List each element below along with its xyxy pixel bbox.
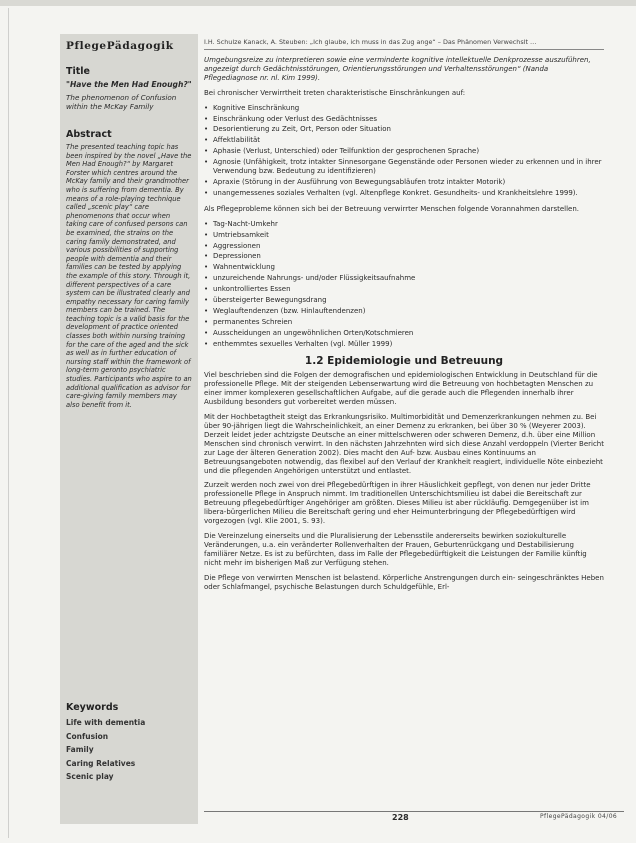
body-paragraph: Zurzeit werden noch zwei von drei Pflegebedürftigen in ihrer Häuslichkeit gepflegt, von denen nur jeder Dritte professionelle Pflege in Anspruch nimmt. Im traditionellen Unterschichtsmilieu ist dabei die Bereitschaft zur Betreuung pflegebedürftiger Angehöriger am größten. Dieses Milieu ist aber rückläufig. Demgegenüber ist im libera-bürgerlichen Milieu die Bereitschaft gering und eher Heimunterbringung der Pflegebedürftigen wird vorgezogen (vgl. Klie 2001, S. 93). — [204, 481, 591, 526]
list-item: • Aphasie (Verlust, Unterschied) oder Teilfunktion der gesprochenen Sprache) — [204, 147, 604, 156]
footer-rule — [204, 811, 624, 812]
section-heading: 1.2 Epidemiologie und Betreuung — [304, 354, 504, 367]
list-item: • Affektlabilität — [204, 136, 604, 145]
list-item: • Einschränkung oder Verlust des Gedächtnisses — [204, 115, 604, 124]
footer-journal: PflegePädagogik 04/06 — [540, 813, 618, 820]
body-paragraph: Viel beschrieben sind die Folgen der demografischen und epidemiologischen Entwicklung in Deutschland für die professionelle Pflege. Mit der steigenden Lebenserwartung wird die Betreuung von hochbetagten Menschen zu einer immer komplexeren gesellschaftlichen Aufgabe, auf die gerade auch die Pflegenden innerhalb ihrer Ausbildung besonders gut vorbereitet werden müssen. — [204, 371, 598, 407]
problems-list — [204, 220, 604, 349]
keyword-item: Confusion — [66, 731, 109, 741]
abstract-heading: Abstract — [66, 129, 112, 140]
running-header: I.H. Schulze Kanack, A. Steuben: „Ich glaube, ich muss in das Zug ange“ – Das Phänomen Verwechslt … — [204, 38, 604, 50]
list-item: • Weglauftendenzen (bzw. Hinlauftendenzen) — [204, 307, 604, 316]
keywords-block — [66, 702, 192, 784]
list-item: • übersteigerter Bewegungsdrang — [204, 296, 604, 305]
journal-title: PflegePädagogik — [66, 40, 174, 52]
keyword-item: Family — [66, 745, 94, 754]
list-item: • Desorientierung zu Zeit, Ort, Person oder Situation — [204, 125, 604, 134]
list-item: • Depressionen — [204, 252, 604, 261]
body-paragraph: Mit der Hochbetagtheit steigt das Erkrankungsrisiko. Multimorbidität und Demenzerkrankungen nehmen zu. Bei über 90-jährigen liegt die Wahrscheinlichkeit, an einer Demenz zu erkranken, bei über 30 % (Weyerer 2003). Derzeit leidet jeder achtzigste Deutsche an einer mittelschweren oder schweren Demenz, d.h. über eine Million Menschen sind chronisch verwirrt. In den nächsten Jahrzehnten wird sich diese Anzahl verdoppeln (Vierter Bericht zur Lage der älteren Generation 2002). Dies macht den Auf- bzw. Ausbau eines Kontinuums an Betreuungsangeboten notwendig, das flexibel auf den Verlauf der Krankheit reagiert, individuelle Nöte einbezieht und die pflegenden Angehörigen unterstützt und entlastet. — [204, 413, 604, 475]
list-item: • Kognitive Einschränkung — [204, 104, 604, 113]
scan-left-edge — [8, 8, 9, 838]
body-paragraph: Die Pflege von verwirrten Menschen ist belastend. Körperliche Anstrengungen durch ein- seingeschränktes Heben oder Schlafmangel, psychische Belastungen durch Schuldgefühle, Erl- — [204, 573, 604, 591]
list-item: • enthemmtes sexuelles Verhalten (vgl. Müller 1999) — [204, 340, 604, 349]
problems-intro: Als Pflegeprobleme können sich bei der Betreuung verwirrter Menschen folgende Vorannahmen darstellen. — [204, 204, 580, 213]
intro-paragraph: Bei chronischer Verwirrtheit treten charakteristische Einschränkungen auf: — [204, 88, 466, 97]
list-item: • Wahnentwicklung — [204, 263, 604, 272]
keyword-item: Life with dementia — [66, 718, 146, 727]
page-number: 228 — [392, 813, 409, 822]
sidebar — [60, 34, 198, 824]
list-item: • Apraxie (Störung in der Ausführung von Bewegungsabläufen trotz intakter Motorik) — [204, 178, 604, 187]
body-paragraph: Die Vereinzelung einerseits und die Pluralisierung der Lebensstile andererseits bewirken soziokulturelle Veränderungen, u.a. ein veränderter Rollenverhalten der Frauen, Geburtenrückgang und Destabilisierung familiärer Netze. Es ist zu befürchten, dass im Falle der Pflegebedürftigkeit die Leistungen der Familie künftig nicht mehr im bisherigen Maß zur Verfügung stehen. — [204, 531, 587, 567]
abstract-text: The presented teaching topic has been inspired by the novel „Have the Men Had Enough?“ by Margaret Forster which centres around the McKay family and their grandmother who is suffering from dementia. By means of a role-playing technique called „scenic play“ care phenomenons that occur when taking care of confused persons can be examined, the strains on the caring family demonstrated, and various possibilities of supporting people with dementia and their families can be tested by applying the example of this story. Through it, different perspectives of a care system can be illustrated clearly and empathy necessary for caring family members can be trained. The teaching topic is a valid basis for the development of practice oriented classes both within nursing training for the care of the aged and the sick as well as in further education of nursing staff within the framework of long-term geronto psychiatric studies. Participants who aspire to an additional qualification as advisor for care-giving family members may also benefit from it. — [66, 143, 192, 409]
keyword-item: Scenic play — [66, 772, 114, 781]
list-item: • Ausscheidungen an ungewöhnlichen Orten/Kotschmieren — [204, 329, 604, 338]
keywords-heading: Keywords — [66, 702, 119, 713]
english-subtitle: The phenomenon of Confusion within the McKay Family — [66, 93, 177, 111]
list-item: • unzureichende Nahrungs- und/oder Flüssigkeitsaufnahme — [204, 274, 604, 283]
definition-quote: Umgebungsreize zu interpretieren sowie eine verminderte kognitive intellektuelle Denkprozesse auszuführen, angezeigt durch Gedächtnisstörungen, Orientierungsstörungen und Verhaltensstörungen“ (Nanda Pflegediagnose nr. nl. Kim 1999). — [204, 56, 591, 82]
english-title: "Have the Men Had Enough?" — [66, 80, 192, 89]
list-item: • unangemessenes soziales Verhalten (vgl. Altenpflege Konkret. Gesundheits- und Krankheitslehre 1999). — [204, 189, 604, 198]
article-body — [204, 56, 604, 597]
list-item: • Tag-Nacht-Umkehr — [204, 220, 604, 229]
list-item: • Umtriebsamkeit — [204, 231, 604, 240]
list-item: • unkontrolliertes Essen — [204, 285, 604, 294]
scan-top-edge — [0, 0, 636, 6]
list-item: • permanentes Schreien — [204, 318, 604, 327]
keyword-item: Caring Relatives — [66, 758, 136, 768]
symptom-list — [204, 104, 604, 198]
list-item: • Aggressionen — [204, 242, 604, 251]
list-item: • Agnosie (Unfähigkeit, trotz intakter Sinnesorgane Gegenstände oder Personen wieder zu erkennen und in ihrer Verwendung bzw. Bedeutung zu identifizieren) — [204, 158, 604, 176]
title-heading: Title — [66, 66, 90, 77]
